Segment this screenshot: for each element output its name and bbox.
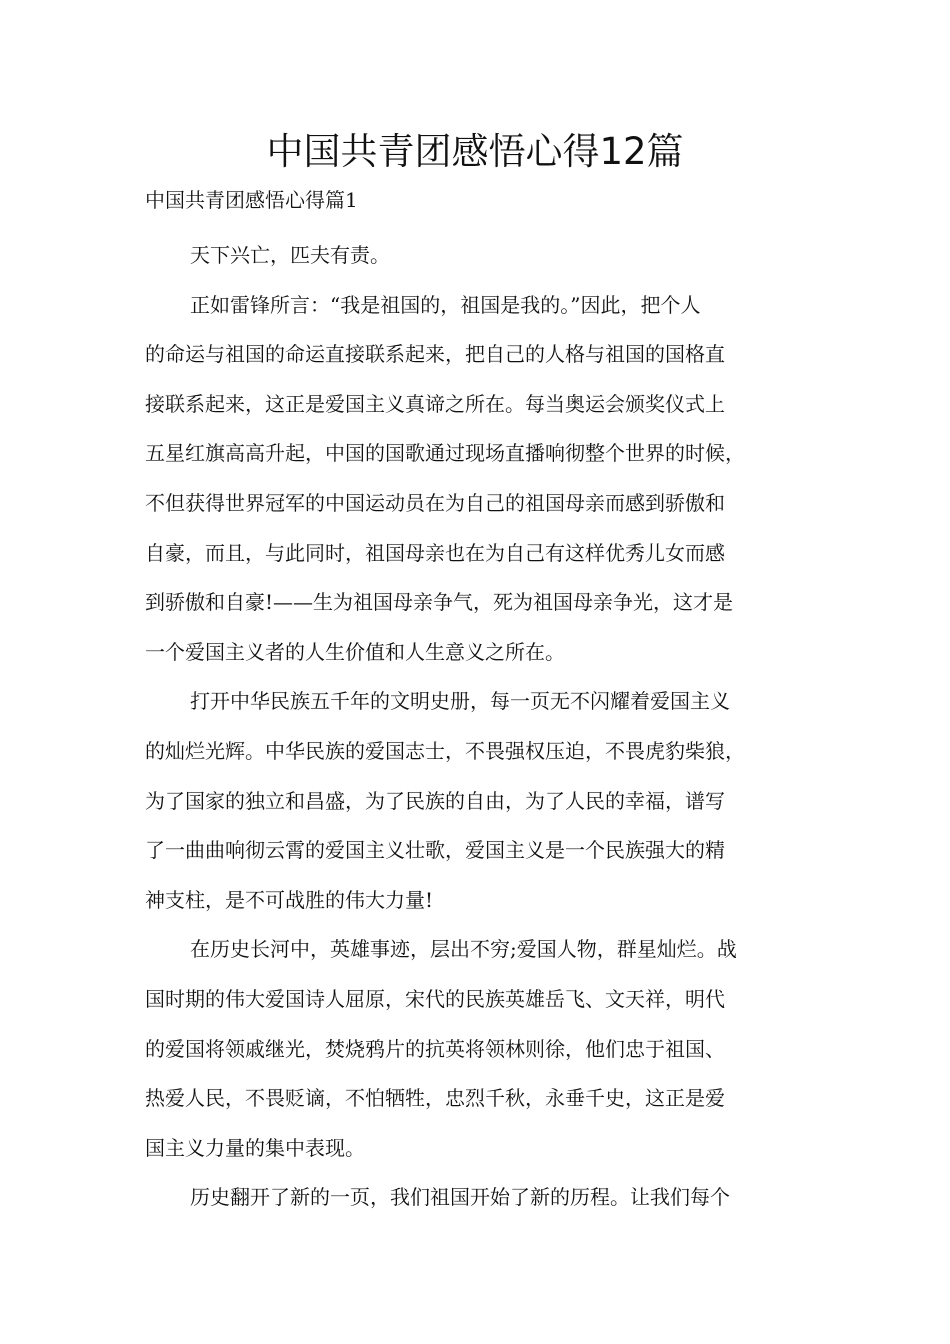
paragraph	[145, 231, 817, 281]
text-line: 天下兴亡，匹夫有责。	[190, 243, 390, 267]
paragraph	[145, 1173, 817, 1223]
text-line: 历史翻开了新的一页，我们祖国开始了新的历程。让我们每个	[190, 1185, 730, 1210]
text-line: 神支柱，是不可战胜的伟大力量!	[145, 887, 434, 912]
text-line: 热爱人民，不畏贬谪，不怕牺牲，忠烈千秋，永垂千史，这正是爱	[145, 1086, 725, 1111]
paragraph	[145, 281, 817, 678]
text-line: 不但获得世界冠军的中国运动员在为自己的祖国母亲而感到骄傲和	[145, 490, 725, 515]
text-line: 正如雷锋所言：“我是祖国的，祖国是我的。”因此，把个人	[190, 292, 701, 317]
text-line: 到骄傲和自豪!——生为祖国母亲争气，死为祖国母亲争光，这才是	[145, 590, 734, 615]
paragraph	[145, 925, 817, 1173]
text-line: 为了国家的独立和昌盛，为了民族的自由，为了人民的幸福，谱写	[145, 788, 725, 813]
text-line: 在历史长河中，英雄事迹，层出不穷;爱国人物，群星灿烂。战	[190, 937, 737, 962]
text-line: 自豪，而且，与此同时，祖国母亲也在为自己有这样优秀儿女而感	[145, 540, 725, 565]
text-line: 国主义力量的集中表现。	[145, 1135, 365, 1160]
text-line: 的命运与祖国的命运直接联系起来，把自己的人格与祖国的国格直	[145, 342, 725, 367]
text-line: 了一曲曲响彻云霄的爱国主义壮歌，爱国主义是一个民族强大的精	[145, 838, 725, 863]
text-line: 国时期的伟大爱国诗人屈原，宋代的民族英雄岳飞、文天祥，明代	[145, 986, 725, 1011]
text-line: 接联系起来，这正是爱国主义真谛之所在。每当奥运会颁奖仪式上	[145, 391, 725, 416]
text-line: 的爱国将领戚继光，焚烧鸦片的抗英将领林则徐，他们忠于祖国、	[145, 1036, 725, 1061]
text-line: 的灿烂光辉。中华民族的爱国志士，不畏强权压迫，不畏虎豹柴狼，	[145, 738, 745, 763]
paragraph	[145, 677, 817, 925]
section-heading: 中国共青团感悟心得篇1	[145, 188, 358, 212]
document-title: 中国共青团感悟心得12篇	[266, 130, 684, 173]
text-line: 五星红旗高高升起，中国的国歌通过现场直播响彻整个世界的时候，	[145, 441, 745, 466]
text-line: 一个爱国主义者的人生价值和人生意义之所在。	[145, 639, 565, 664]
text-line: 打开中华民族五千年的文明史册，每一页无不闪耀着爱国主义	[190, 689, 730, 714]
document-body	[145, 231, 817, 1223]
